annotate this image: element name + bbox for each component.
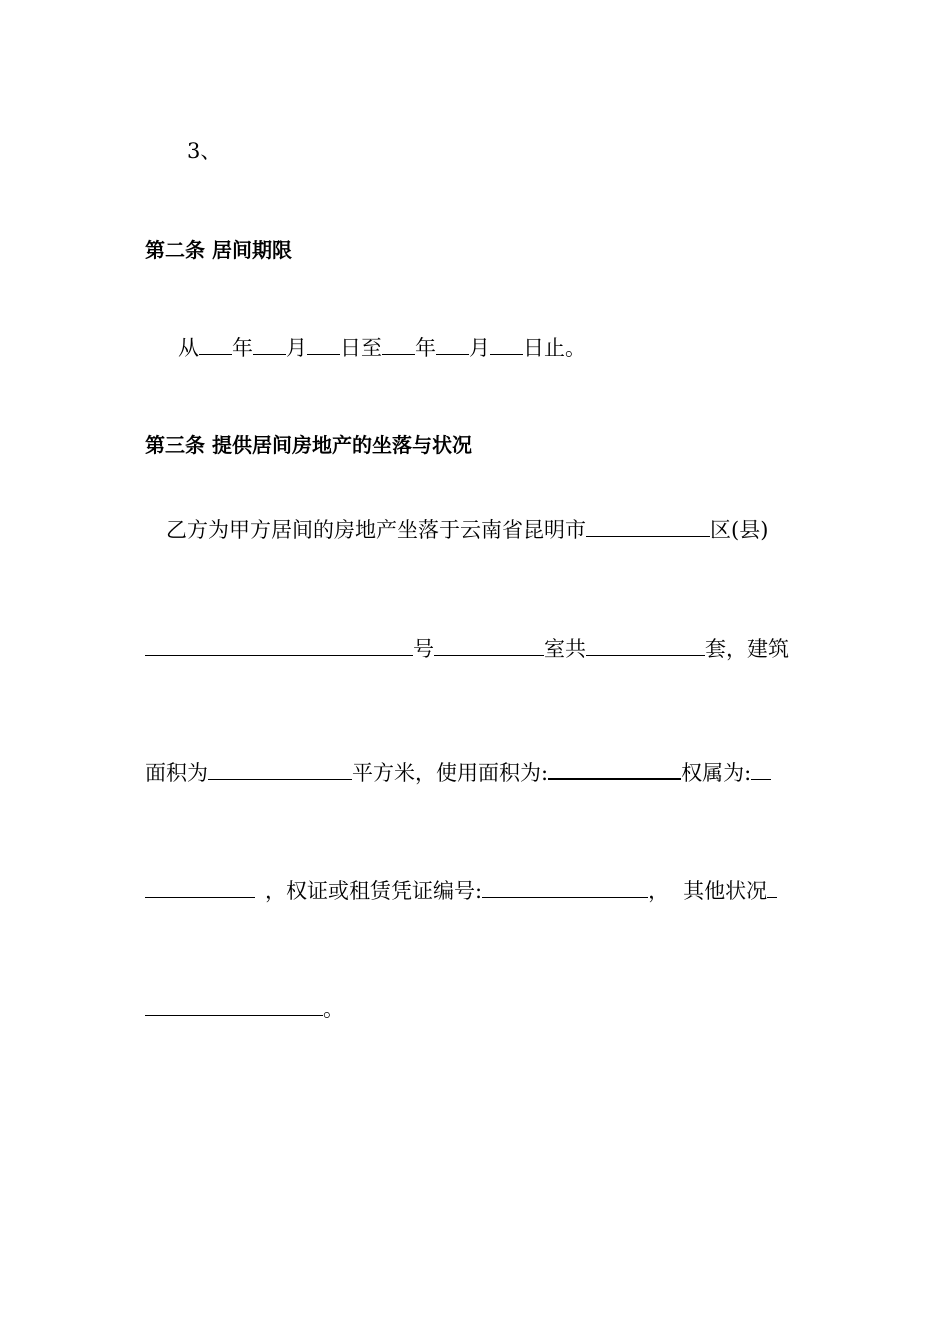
end-year-blank — [382, 334, 415, 355]
usable-area-blank — [548, 758, 681, 780]
term-from: 从 — [178, 336, 199, 360]
room-blank — [434, 635, 544, 656]
month-label-2: 月 — [469, 336, 490, 360]
term-line — [178, 334, 838, 362]
district-label: 区(县) — [710, 518, 769, 542]
units-blank — [586, 635, 705, 656]
end-month-blank — [436, 334, 469, 355]
number-label: 号 — [413, 637, 434, 661]
day-to-label: 日至 — [340, 336, 382, 360]
article-3-heading: 第三条 提供居间房地产的坐落与状况 — [145, 433, 472, 457]
location-text: 乙方为甲方居间的房地产坐落于云南省昆明市 — [166, 518, 586, 542]
other-blank-end — [145, 995, 323, 1016]
other-line — [145, 995, 805, 1023]
area-line — [145, 758, 805, 787]
room-total-label: 室共 — [544, 637, 586, 661]
ownership-blank-start — [751, 759, 771, 780]
article-2-heading: 第二条 居间期限 — [145, 238, 292, 262]
end-day-blank — [490, 334, 523, 355]
district-blank — [586, 516, 710, 537]
year-label: 年 — [232, 336, 253, 360]
month-label: 月 — [286, 336, 307, 360]
other-blank-start — [767, 877, 777, 898]
ownership-label: 权属为: — [681, 761, 752, 785]
year-label-2: 年 — [415, 336, 436, 360]
other-label: 其他状况 — [683, 879, 768, 903]
item-number: 3、 — [187, 139, 222, 163]
period-label: 。 — [323, 997, 344, 1021]
start-month-blank — [253, 334, 286, 355]
certificate-number-blank — [482, 877, 648, 898]
units-label: 套，建筑 — [705, 637, 789, 661]
address-line — [145, 635, 805, 663]
certificate-line — [145, 877, 805, 905]
floor-area-blank — [208, 759, 352, 780]
sqm-label: 平方米，使用面积为: — [352, 761, 549, 785]
day-end-label: 日止。 — [523, 336, 586, 360]
start-year-blank — [199, 334, 232, 355]
location-line — [166, 516, 826, 544]
address-blank — [145, 635, 413, 656]
ownership-blank-end — [145, 877, 255, 898]
certificate-comma: ， — [648, 879, 670, 903]
start-day-blank — [307, 334, 340, 355]
area-label: 面积为 — [145, 761, 208, 785]
certificate-label: ，权证或租赁凭证编号: — [265, 879, 483, 903]
